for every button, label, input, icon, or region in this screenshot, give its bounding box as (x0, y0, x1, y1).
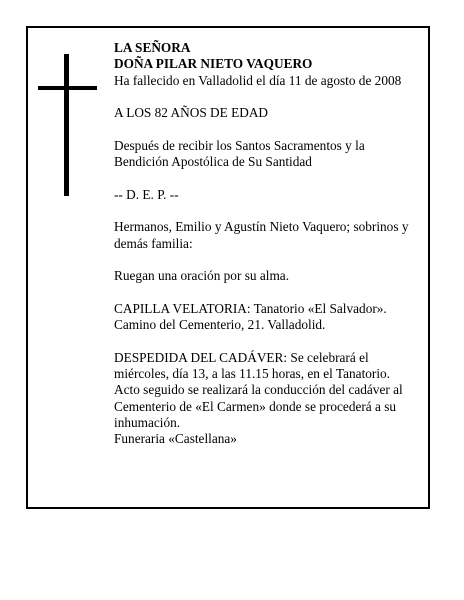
heading-line-1: LA SEÑORA (114, 40, 191, 55)
farewell-line-5: inhumación. (114, 414, 181, 430)
farewell-line-4: Cementerio de «El Carmen» donde se procederá a su (114, 398, 397, 414)
cross-vertical-bar (64, 54, 69, 196)
death-announcement: Ha fallecido en Valladolid el día 11 de agosto de 2008 (114, 72, 402, 88)
farewell-line-3: Acto seguido se realizará la conducción del cadáver al (114, 382, 403, 398)
cross-horizontal-bar (38, 86, 97, 90)
obituary-text (114, 40, 426, 447)
sacraments-line-1: Después de recibir los Santos Sacramentos y la (114, 137, 365, 153)
farewell-line-1: DESPEDIDA DEL CADÁVER: Se celebrará el (114, 349, 369, 365)
sacraments-line-2: Bendición Apostólica de Su Santidad (114, 154, 312, 170)
rip-line: -- D. E. P. -- (114, 186, 179, 202)
deceased-name: DOÑA PILAR NIETO VAQUERO (114, 56, 313, 72)
age-line: A LOS 82 AÑOS DE EDAD (114, 105, 269, 121)
chapel-line-2: Camino del Cementerio, 21. Valladolid. (114, 317, 326, 333)
prayer-line: Ruegan una oración por su alma. (114, 268, 290, 284)
family-line-1: Hermanos, Emilio y Agustín Nieto Vaquero; sobrinos y (114, 219, 409, 235)
chapel-line-1: CAPILLA VELATORIA: Tanatorio «El Salvador». (114, 300, 387, 316)
family-line-2: demás familia: (114, 235, 193, 251)
farewell-line-2: miércoles, día 13, a las 11.15 horas, en el Tanatorio. (114, 365, 391, 381)
funeral-home: Funeraria «Castellana» (114, 431, 237, 447)
